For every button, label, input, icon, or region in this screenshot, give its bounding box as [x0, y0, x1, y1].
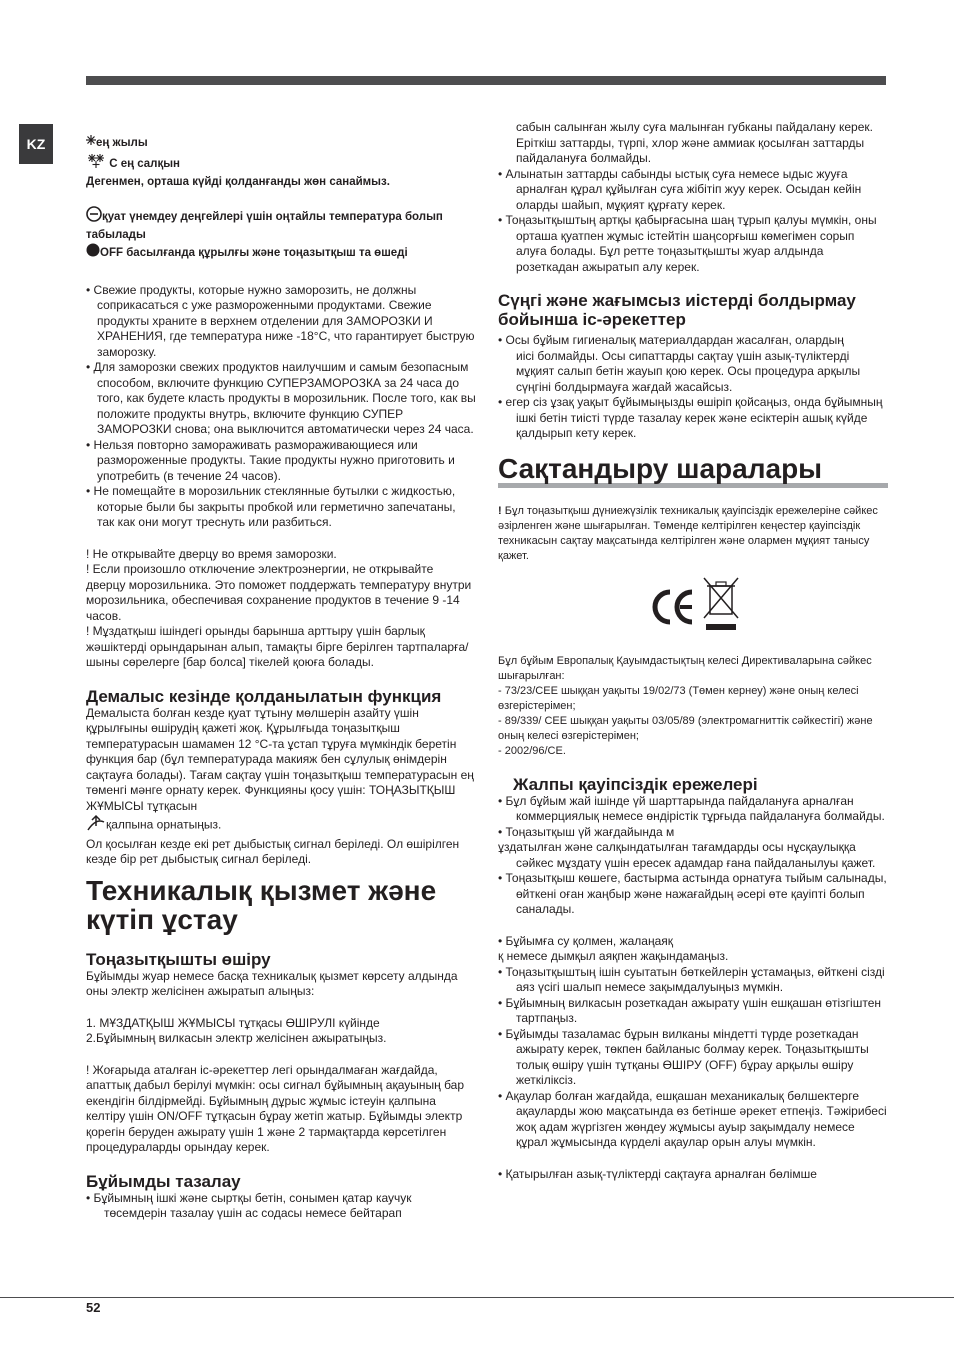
mode-warmest-label: ең жылы: [96, 136, 148, 149]
eu-directive-2: - 89/339/ CEE шыққан уақыты 03/05/89 (электромагниттік сәйкестігі) және оның келесі өзгерістерімен;: [498, 714, 873, 742]
snowflake-small-icon: [86, 135, 96, 151]
right-column: [498, 120, 888, 1182]
warning-3: ! Мұздатқыш ішіндегі орынды барынша арттыру үшін барлық жәшіктерді орындарынан алып, тамақты бірге берілген тартпаларға/шыны сөрелерге [бар болса] тікелей қоюға болады.: [86, 624, 469, 670]
general-rule-2: • Тоңазытқыш үй жағдайында м: [498, 824, 675, 839]
turn-off-text: Бұйымды жуар немесе басқа техникалық қызмет көрсету алдында оны электр желісінен ажыратып алыңыз:: [86, 968, 458, 999]
safety-title: Сақтандыру шаралары: [498, 452, 823, 484]
freeze-bullet-1: • Свежие продукты, которые нужно заморозить, не должны соприкасаться с уже размороженными продуктами. Свежие продукты храните в верхнем отделении для ЗАМОРОЗКИ И ХРАНЕНИЯ, где температура ниже -18°C, что гарантирует быструю заморозку.: [86, 282, 475, 359]
off-line-text: OFF басылғанда құрылғы және тоңазытқыш та өшеді: [100, 247, 408, 260]
mould-line-2: иісі болмайды. Осы сипаттарды сақтау үшін азық-түліктерді: [516, 348, 850, 363]
cleaning-bullet-1: • Бұйымның ішкі және сыртқы бетін, сонымен қатар каучук төсемдерін тазалау үшін ас содасы немесе бейтарап: [86, 1190, 412, 1221]
general-rule-4-cont: қ немесе дымқыл аяқпен жақындамаңыз.: [498, 949, 729, 963]
mode-recommendation: Дегенмен, орташа күйді қолданғанды жөн санаймыз.: [86, 175, 390, 188]
general-rule-9: • Қатырылған азық-түліктерді сақтауға арналған бөлімше: [498, 1166, 817, 1181]
eu-directives-intro: Бұл бұйым Европалық Қауымдастықтың келесі Директиваларына сәйкес шығарылған:: [498, 654, 872, 682]
holiday-text-3: Ол қосылған кезде екі рет дыбыстық сигнал беріледі. Ол өшірілген кезде бір рет дыбыстық сигнал беріледі.: [86, 836, 460, 867]
mode-warmest: [86, 135, 476, 151]
general-rule-5: • Тоңазытқыштың ішін суытатын бөткейлерін ұстамаңыз, өйткені сізді аяз үсігі шалып немесе зақымдалуыңыз мүмкін.: [498, 964, 885, 994]
turn-off-step-2: 2.Бұйымның вилкасын электр желісінен ажыратыңыз.: [86, 1031, 387, 1046]
general-rule-8: • Ақаулар болған жағдайда, ешқашан механикалық бөлшектерге ақауларды жою мақсатында өз бетінше әрекет етпеңіз. Тәжірибесі жоқ адам жүргізген жөндеу жұмысы ауыр зақымдалу немесе құрал жұмысында күрделі ақаулар орын алуы мүмкін.: [498, 1088, 887, 1149]
mould-line-4: • егер сіз ұзақ уақыт бұйымыңызды өшіріп қойсаңыз, онда бұйымның ішкі бетін тиісті түрде тазалау керек және есіктерін ашық күйде қалдырып кету керек.: [498, 395, 883, 440]
warning-2: ! Если произошло отключение электроэнергии, не открывайте дверцу морозильника. Это поможет поддержать температуру внутри морозильника, обеспечивая сохранение продуктов в течение 9 -14 часов.: [86, 562, 472, 623]
safety-title-block: [498, 454, 888, 488]
general-safety-title: Жалпы қауіпсіздік ережелері: [513, 774, 758, 794]
mould-line-3: мұқият салып бетін жауып қою керек. Осы процедура арқылы сүңгіні болдырмауға жағдай жасайсыз.: [516, 364, 861, 394]
safety-intro-text: Бұл тоңазытқыш дүниежүзілік техникалық қауіпсіздік ережелеріне сәйкес әзірленген және шығарылған. Төменде келтірілген кеңестер қауіпсіздік техникасын сақтау мақсатында келтірілген және олармен мұқият танысу қажет.: [498, 504, 878, 562]
turn-off-title: Тоңазытқышты өшіру: [86, 949, 271, 969]
holiday-text-1: Демалыста болған кезде қуат тұтыну мөлшерін азайту үшін құрылғыны өшірудің қажеті жоқ. Құрылғыда тоңазытқыш температурасын шамамен 12 °С-та ұстап тұруға мүмкіндік беретін функция бар (бұл температурада макияж бен сұлулық өнімдерін сақтауға болады). Тағам сақтау үшін тоңазытқыш температурасын ең төменгі мәнге орнату керек. Функцияны қосу үшін: ТОҢАЗЫТҚЫШ ЖҰМЫСЫ тұтқасын: [86, 705, 474, 813]
top-rule: [86, 76, 886, 85]
safety-intro-bang: !: [498, 504, 502, 517]
weee-bin-icon: [704, 578, 738, 630]
general-rule-7: • Бұйымды тазаламас бұрын вилканы міндетті түрде розеткадан ажырату керек, төкпен байланыс болмау керек. Тоңазытқышты толық өшіру үшін тұтқаны ӨШІРУ (OFF) бұрау арқылы өшіру жеткіліксіз.: [498, 1026, 869, 1087]
safety-intro: [498, 504, 888, 564]
mode-coldest-label: С ең салқын: [109, 158, 180, 171]
eco-mode-icon: [86, 206, 102, 228]
service-title: Техникалық қызмет және күтіп ұстау: [86, 874, 437, 935]
off-dot-icon: [86, 243, 100, 263]
eu-directive-1: - 73/23/CEE шыққан уақыты 19/02/73 (Төмен кернеу) және оның келесі өзгерістерімен;: [498, 684, 859, 712]
language-tab: KZ: [19, 124, 53, 164]
general-rule-6: • Бұйымның вилкасын розеткадан ажырату үшін ешқашан өтізгіштен тартпаңыз.: [498, 995, 882, 1025]
holiday-text-2: [86, 814, 476, 837]
freeze-bullet-2: • Для заморозки свежих продуктов наилучшим и самым безопасным способом, включите функцию СУПЕРЗАМОРОЗКА за 24 часа до того, как будете класть продукты в морозильник. После того, как вы положите продукты внутрь, включите функцию СУПЕР ЗАМОРОЗКИ снова; она выключится автоматически через 24 часа.: [86, 360, 476, 437]
holiday-title: Демалыс кезінде қолданылатын функция: [86, 686, 442, 706]
ce-weee-marks: [498, 576, 888, 646]
general-rule-3: • Тоңазытқыш көшеге, бастырма астында орнатуға тыйым салынады, өйткені оған жаңбыр және нажағайдың әсері өте қауіпті болып саналады.: [498, 871, 887, 916]
mode-coldest: [86, 153, 476, 175]
snowflake-cluster-icon: [86, 153, 106, 175]
turn-off-step-1: 1. МҰЗДАТҚЫШ ЖҰМЫСЫ тұтқасы ӨШІРУЛІ күйінде: [86, 1015, 380, 1030]
eu-directive-3: - 2002/96/CE.: [498, 744, 566, 757]
holiday-text-2-label: қалпына орнатыңыз.: [106, 817, 222, 832]
warning-1: ! Не открывайте дверцу во время заморозки.: [86, 546, 337, 561]
mould-line-1: • Осы бұйым гигиеналық материалдардан жасалған, олардың: [498, 333, 844, 347]
mould-title: Сүңгі және жағымсыз иістерді болдырмау бойынша іс-әрекеттер: [498, 291, 856, 329]
cleaning-bullet-3: • Тоңазытқыштың артқы қабырғасына шаң тұрып қалуы мүмкін, оны орташа қуатпен жұмыс істейтін шаңсорғыш көмегімен сорып алуға болады. Бұл ретте тоңазытқышты жуар алдында розеткадан ажыратып алу керек.: [498, 213, 877, 274]
general-rule-2-cont: ұздатылған және салқындатылған тағамдарды осы нұсқаулыққа сәйкес мұздату үшін ересек адамдар ғана пайдаланылуы қажет.: [498, 840, 876, 870]
page-number: 52: [86, 1300, 101, 1315]
cleaning-bullet-2: • Алынатын заттарды сабынды ыстық суға немесе ыдыс жууға арналған құрал құйылған суға жібітіп жуу керек. Осыдан кейін оларды шайып, мұқият құрғату керек.: [498, 166, 862, 212]
general-rule-1: • Бұл бұйым жай ішінде үй шарттарында пайдалануға арналған коммерциялық немесе өндірістік тұрғыда пайдалануға болмайды.: [498, 793, 885, 823]
holiday-mode-icon: [86, 814, 106, 837]
eco-line-text: қуат үнемдеу деңгейлері үшін оңтайлы температура болып табылады: [86, 211, 443, 241]
cleaning-cont-1: сабын салынған жылу суға малынған губканы пайдалану керек. Еріткіш заттарды, түрпі, хлор және аммиак қосылған заттарды пайдалануға болмайды.: [516, 120, 873, 165]
freeze-bullet-3: • Нельзя повторно замораживать размораживающиеся или размороженные продукты. Такие продукты нужно приготовить и употребить (в течение 24 часов).: [86, 437, 455, 483]
general-rule-4: • Бұйымға су қолмен, жалаңаяқ: [498, 933, 674, 948]
ce-mark-icon: [648, 576, 748, 646]
off-line: [86, 243, 476, 263]
footer-rule: [0, 1297, 954, 1298]
eco-line: [86, 206, 476, 243]
cleaning-title: Бұйымды тазалау: [86, 1171, 241, 1191]
turn-off-warning: ! Жоғарыда аталған іс-әрекеттер легі орындалмаған жағдайда, апаттық дабыл берілуі мүмкін: осы сигнал бұйымның ақауының бар екендігін білдірмейді. Бұйымның дұрыс жұмыс істеуін қалпына келтіру үшін ON/OFF тұтқасын бұрау жетіп жатыр. Бұйымды электр қорегін беруден ажырату үшін 1 және 2 тармақтарда көрсетілген процедураларды орындау керек.: [86, 1062, 465, 1155]
freeze-bullet-4: • Не помещайте в морозильник стеклянные бутылки с жидкостью, которые были бы закрыты пробкой или герметично запечатаны, так как они могут треснуть или разбиться.: [86, 484, 456, 530]
left-column: [86, 135, 476, 1222]
